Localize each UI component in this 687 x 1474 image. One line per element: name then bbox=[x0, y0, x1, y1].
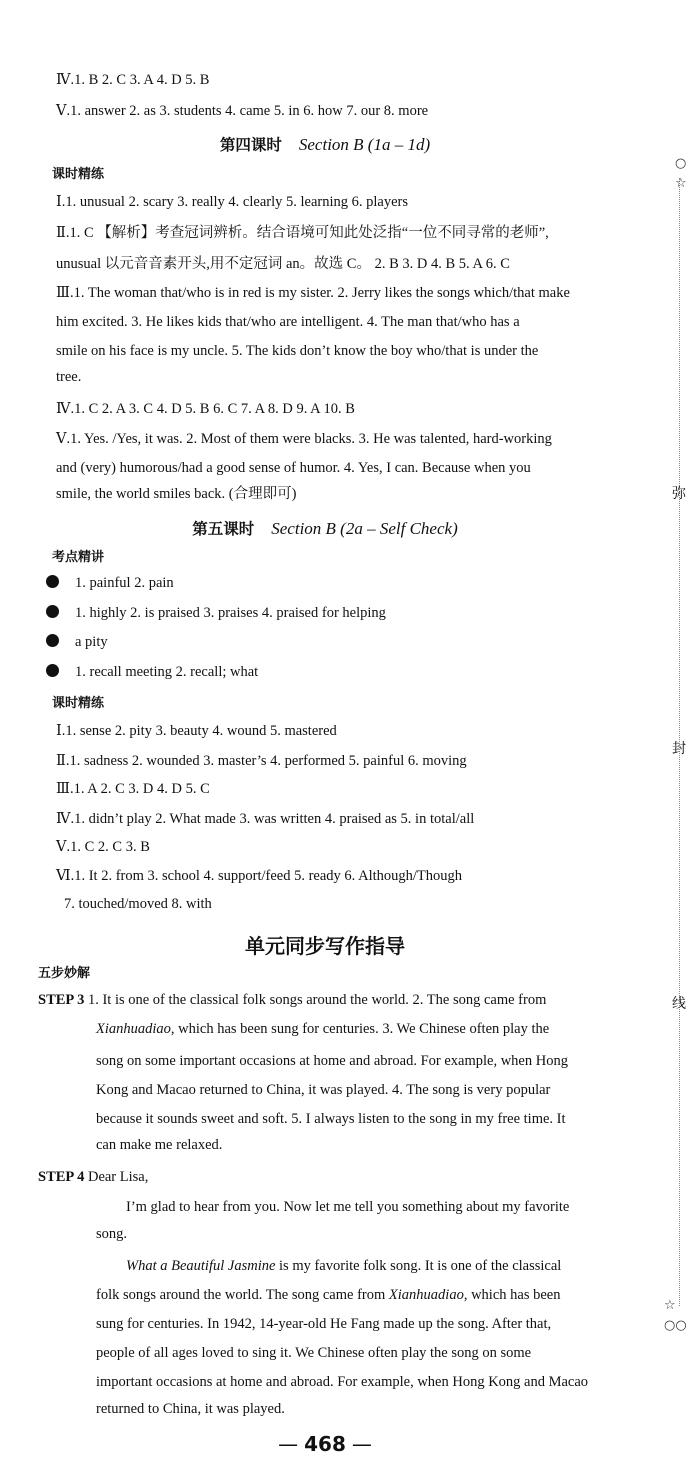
step3-line-5: because it sounds sweet and soft. 5. I always listen to the song in my free time. It bbox=[96, 1111, 566, 1127]
answer-line-i: Ⅰ.1. sense 2. pity 3. beauty 4. wound 5. mastered bbox=[56, 723, 337, 739]
step3-line-6: can make me relaxed. bbox=[96, 1137, 223, 1153]
practice-label: 课时精练 bbox=[52, 167, 105, 182]
section-title-en: Section B (2a – Self Check) bbox=[271, 519, 458, 538]
key-point-3 bbox=[46, 634, 108, 650]
margin-char-mi: 弥 bbox=[672, 486, 686, 502]
writing-title: 单元同步写作指导 bbox=[245, 934, 405, 958]
letter-p2-line-1 bbox=[126, 1259, 561, 1274]
letter-p1-line-1: I’m glad to hear from you. Now let me tell you something about my favorite bbox=[126, 1199, 570, 1215]
answer-line-v-c: smile, the world smiles back. (合理即可) bbox=[56, 486, 297, 502]
key-point-text: 1. highly 2. is praised 3. praises 4. praised for helping bbox=[75, 605, 386, 621]
answer-line-v: Ⅴ.1. C 2. C 3. B bbox=[56, 839, 150, 855]
circle-icon: ○○ bbox=[664, 1318, 687, 1333]
step3-line-2 bbox=[96, 1022, 549, 1037]
bullet-icon bbox=[46, 605, 59, 618]
letter-text: folk songs around the world. The song came from bbox=[96, 1287, 389, 1303]
answer-line-v-a: Ⅴ.1. Yes. /Yes, it was. 2. Most of them were blacks. 3. He was talented, hard-working bbox=[56, 431, 552, 447]
letter-p2-line-2 bbox=[96, 1288, 560, 1303]
answer-line-v-b: and (very) humorous/had a good sense of humor. 4. Yes, I can. Because when you bbox=[56, 460, 531, 476]
letter-p1-line-2: song. bbox=[96, 1226, 128, 1242]
step3-line-3: song on some important occasions at home and abroad. For example, when Hong bbox=[96, 1053, 568, 1069]
bullet-icon bbox=[46, 634, 59, 647]
five-steps-label: 五步妙解 bbox=[38, 966, 91, 981]
song-title-italic: Xianhuadiao bbox=[96, 1021, 171, 1037]
margin-char-feng: 封 bbox=[672, 741, 686, 757]
answer-line-iv: Ⅳ.1. didn’t play 2. What made 3. was written 4. praised as 5. in total/all bbox=[56, 811, 475, 827]
answer-line-iv: Ⅳ.1. C 2. A 3. C 4. D 5. B 6. C 7. A 8. D 9. A 10. B bbox=[56, 401, 355, 417]
bullet-icon bbox=[46, 575, 59, 588]
key-point-text: a pity bbox=[75, 634, 108, 650]
answer-line-vi-b: 7. touched/moved 8. with bbox=[64, 896, 212, 912]
answer-line-iv: Ⅳ.1. B 2. C 3. A 4. D 5. B bbox=[56, 72, 210, 88]
answer-line-iii-b: him excited. 3. He likes kids that/who are intelligent. 4. The man that/who has a bbox=[56, 314, 520, 330]
answer-line-iii-a: Ⅲ.1. The woman that/who is in red is my sister. 2. Jerry likes the songs which/that make bbox=[56, 285, 570, 301]
step3-text: , which has been sung for centuries. 3. We Chinese often play the bbox=[170, 1021, 550, 1037]
song-title-italic: Xianhuadiao bbox=[388, 1287, 464, 1303]
answer-line-i: Ⅰ.1. unusual 2. scary 3. really 4. clearly 5. learning 6. players bbox=[56, 194, 409, 210]
page-number-value: 468 bbox=[304, 1432, 346, 1456]
answer-line-ii-a: Ⅱ.1. C 【解析】考查冠词辨析。结合语境可知此处泛指“一位不同寻常的老师”, bbox=[56, 225, 549, 241]
answer-line-vi-a: Ⅵ.1. It 2. from 3. school 4. support/feed 5. ready 6. Although/Though bbox=[56, 868, 463, 884]
letter-text: is my favorite folk song. It is one of the classical bbox=[275, 1258, 562, 1274]
key-point-text: 1. recall meeting 2. recall; what bbox=[75, 664, 259, 680]
page-number: — 468 — bbox=[278, 1432, 372, 1456]
answer-line-iii-d: tree. bbox=[56, 369, 82, 385]
step3-line-4: Kong and Macao returned to China, it was played. 4. The song is very popular bbox=[96, 1082, 551, 1098]
answer-line-iii-c: smile on his face is my uncle. 5. The kids don’t know the boy who/that is under the bbox=[56, 343, 539, 359]
letter-p2-line-5: important occasions at home and abroad. For example, when Hong Kong and Macao bbox=[96, 1374, 589, 1390]
letter-p2-line-4: people of all ages loved to sing it. We Chinese often play the song on some bbox=[96, 1345, 532, 1361]
step4-label: STEP 4 bbox=[38, 1169, 85, 1185]
key-points-label: 考点精讲 bbox=[52, 550, 105, 565]
answer-line-iii: Ⅲ.1. A 2. C 3. D 4. D 5. C bbox=[56, 781, 210, 797]
margin-char-xian: 线 bbox=[672, 996, 686, 1012]
step3-text: 1. It is one of the classical folk songs around the world. 2. The song came from bbox=[87, 992, 547, 1008]
step4-line bbox=[38, 1170, 148, 1185]
song-title-italic: What a Beautiful Jasmine bbox=[126, 1258, 276, 1274]
bullet-icon bbox=[46, 664, 59, 677]
step3-label: STEP 3 bbox=[38, 992, 85, 1008]
star-icon: ☆ bbox=[675, 176, 687, 191]
star-icon: ☆ bbox=[664, 1298, 676, 1313]
answer-line-v: Ⅴ.1. answer 2. as 3. students 4. came 5. in 6. how 7. our 8. more bbox=[56, 103, 429, 119]
section-title-en: Section B (1a – 1d) bbox=[298, 135, 431, 154]
letter-text: , which has been bbox=[463, 1287, 561, 1303]
practice-label: 课时精练 bbox=[52, 696, 105, 711]
letter-greeting: Dear Lisa, bbox=[87, 1169, 149, 1185]
key-point-1 bbox=[46, 575, 174, 591]
step3-line-1 bbox=[38, 993, 546, 1008]
key-point-4 bbox=[46, 664, 258, 680]
letter-p2-line-6: returned to China, it was played. bbox=[96, 1401, 285, 1417]
key-point-text: 1. painful 2. pain bbox=[75, 575, 174, 591]
circle-icon: ○ bbox=[675, 156, 687, 171]
answer-line-ii: Ⅱ.1. sadness 2. wounded 3. master’s 4. performed 5. painful 6. moving bbox=[56, 753, 467, 769]
letter-p2-line-3: sung for centuries. In 1942, 14-year-old He Fang made up the song. After that, bbox=[96, 1316, 552, 1332]
key-point-2 bbox=[46, 605, 386, 621]
answer-line-ii-b: unusual 以元音音素开头,用不定冠词 an。故选 C。 2. B 3. D 4. B 5. A 6. C bbox=[56, 256, 510, 272]
section-heading-5 bbox=[0, 517, 650, 539]
section-heading-4 bbox=[0, 133, 650, 155]
section-title-cn: 第四课时 bbox=[219, 136, 282, 154]
section-title-cn: 第五课时 bbox=[192, 520, 255, 538]
